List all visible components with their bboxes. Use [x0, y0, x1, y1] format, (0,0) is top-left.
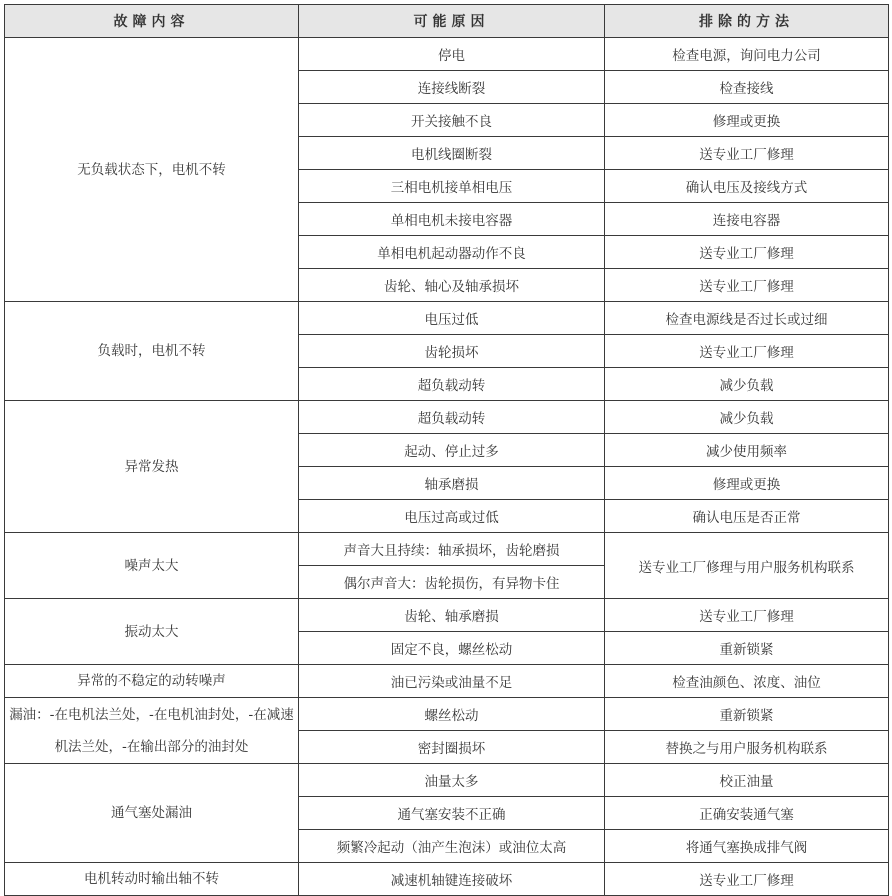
header-fault: 故障内容 [5, 5, 299, 38]
table-row [5, 599, 889, 632]
header-cause: 可能原因 [299, 5, 605, 38]
cause-cell: 连接线断裂 [299, 71, 605, 104]
solution-cell: 减少负载 [605, 368, 889, 401]
cause-cell: 电压过低 [299, 302, 605, 335]
cause-cell: 固定不良，螺丝松动 [299, 632, 605, 665]
table-row [5, 302, 889, 335]
cause-cell: 轴承磨损 [299, 467, 605, 500]
table-row [5, 698, 889, 731]
cause-cell: 通气塞安装不正确 [299, 797, 605, 830]
cause-cell: 超负载动转 [299, 401, 605, 434]
fault-cell: 通气塞处漏油 [5, 764, 299, 863]
solution-cell: 修理或更换 [605, 467, 889, 500]
solution-cell: 重新锁紧 [605, 632, 889, 665]
solution-cell: 连接电容器 [605, 203, 889, 236]
solution-cell: 检查电源，询问电力公司 [605, 38, 889, 71]
fault-cell: 振动太大 [5, 599, 299, 665]
cause-cell: 齿轮、轴心及轴承损坏 [299, 269, 605, 302]
solution-cell: 减少负载 [605, 401, 889, 434]
fault-cell: 负载时，电机不转 [5, 302, 299, 401]
cause-cell: 声音大且持续：轴承损坏，齿轮磨损 [299, 533, 605, 566]
fault-cell: 无负载状态下，电机不转 [5, 38, 299, 302]
solution-cell: 将通气塞换成排气阀 [605, 830, 889, 863]
table-row [5, 863, 889, 896]
cause-cell: 起动、停止过多 [299, 434, 605, 467]
cause-cell: 频繁冷起动（油产生泡沫）或油位太高 [299, 830, 605, 863]
header-solution: 排除的方法 [605, 5, 889, 38]
solution-cell: 检查接线 [605, 71, 889, 104]
cause-cell: 三相电机接单相电压 [299, 170, 605, 203]
cause-cell: 齿轮、轴承磨损 [299, 599, 605, 632]
fault-cell: 异常的不稳定的动转噪声 [5, 665, 299, 698]
fault-cell: 漏油：-在电机法兰处，-在电机油封处，-在减速机法兰处，-在输出部分的油封处 [5, 698, 299, 764]
solution-cell: 送专业工厂修理 [605, 335, 889, 368]
solution-cell: 减少使用频率 [605, 434, 889, 467]
table-row [5, 38, 889, 71]
table-row [5, 665, 889, 698]
solution-cell: 送专业工厂修理 [605, 599, 889, 632]
solution-cell: 确认电压及接线方式 [605, 170, 889, 203]
fault-cell: 电机转动时输出轴不转 [5, 863, 299, 896]
solution-cell: 送专业工厂修理与用户服务机构联系 [605, 533, 889, 599]
troubleshooting-table [4, 4, 889, 896]
cause-cell: 油已污染或油量不足 [299, 665, 605, 698]
solution-cell: 正确安装通气塞 [605, 797, 889, 830]
table-row [5, 533, 889, 566]
solution-cell: 检查电源线是否过长或过细 [605, 302, 889, 335]
fault-cell: 异常发热 [5, 401, 299, 533]
solution-cell: 送专业工厂修理 [605, 236, 889, 269]
cause-cell: 电压过高或过低 [299, 500, 605, 533]
cause-cell: 停电 [299, 38, 605, 71]
solution-cell: 修理或更换 [605, 104, 889, 137]
cause-cell: 开关接触不良 [299, 104, 605, 137]
cause-cell: 单相电机起动器动作不良 [299, 236, 605, 269]
cause-cell: 超负载动转 [299, 368, 605, 401]
cause-cell: 偶尔声音大：齿轮损伤，有异物卡住 [299, 566, 605, 599]
fault-cell: 噪声太大 [5, 533, 299, 599]
solution-cell: 替换之与用户服务机构联系 [605, 731, 889, 764]
cause-cell: 螺丝松动 [299, 698, 605, 731]
cause-cell: 减速机轴键连接破坏 [299, 863, 605, 896]
cause-cell: 油量太多 [299, 764, 605, 797]
table-row [5, 401, 889, 434]
cause-cell: 齿轮损坏 [299, 335, 605, 368]
header-row [5, 5, 889, 38]
solution-cell: 送专业工厂修理 [605, 863, 889, 896]
cause-cell: 电机线圈断裂 [299, 137, 605, 170]
solution-cell: 校正油量 [605, 764, 889, 797]
table-row [5, 764, 889, 797]
solution-cell: 送专业工厂修理 [605, 137, 889, 170]
solution-cell: 检查油颜色、浓度、油位 [605, 665, 889, 698]
solution-cell: 送专业工厂修理 [605, 269, 889, 302]
solution-cell: 重新锁紧 [605, 698, 889, 731]
solution-cell: 确认电压是否正常 [605, 500, 889, 533]
cause-cell: 密封圈损坏 [299, 731, 605, 764]
cause-cell: 单相电机未接电容器 [299, 203, 605, 236]
